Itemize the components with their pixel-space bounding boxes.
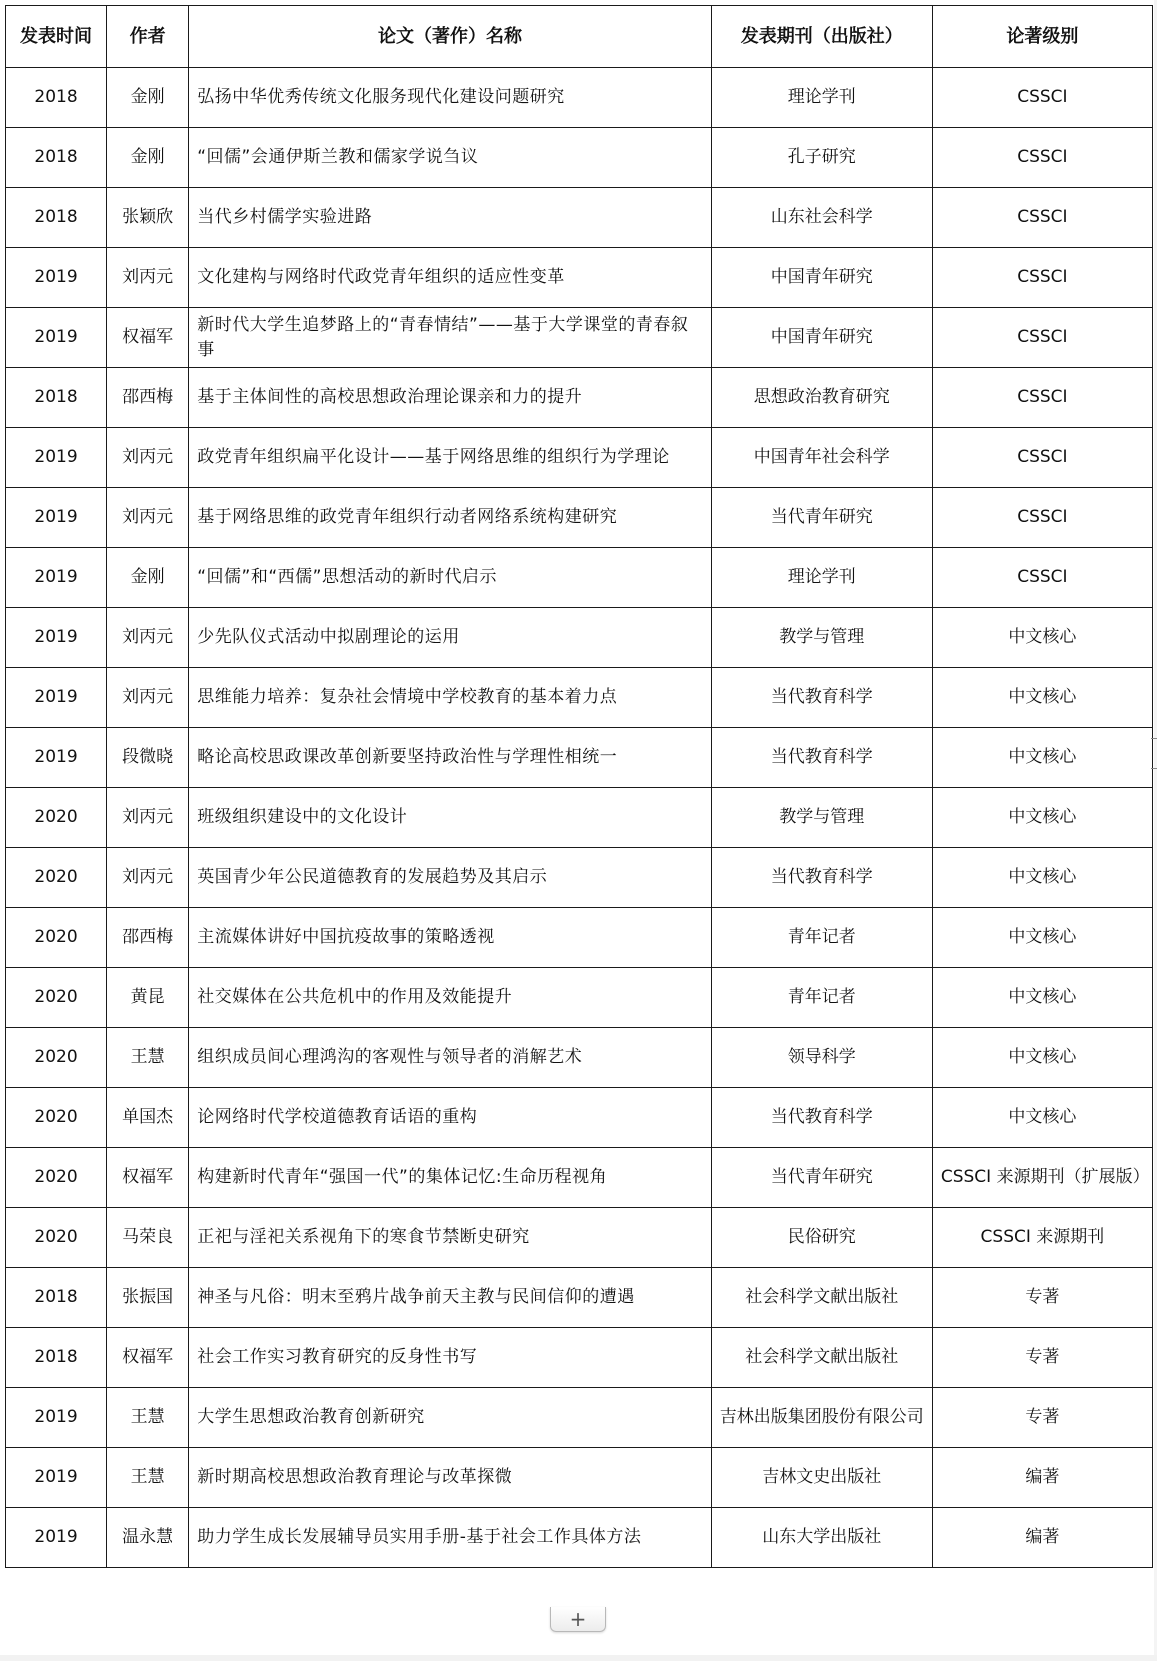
- table-row: [6, 1208, 1153, 1268]
- edge-marker: [1151, 738, 1157, 739]
- cell-title: 思维能力培养：复杂社会情境中学校教育的基本着力点: [189, 668, 711, 728]
- cell-author: 刘丙元: [107, 848, 189, 908]
- cell-level: 编著: [932, 1448, 1152, 1508]
- cell-journal: 吉林出版集团股份有限公司: [711, 1388, 932, 1448]
- cell-title: 文化建构与网络时代政党青年组织的适应性变革: [189, 248, 711, 308]
- cell-level: 编著: [932, 1508, 1152, 1568]
- cell-journal: 中国青年研究: [711, 308, 932, 368]
- table-row: [6, 428, 1153, 488]
- cell-year: 2019: [6, 548, 107, 608]
- table-row: [6, 728, 1153, 788]
- cell-journal: 教学与管理: [711, 788, 932, 848]
- cell-level: 中文核心: [932, 788, 1152, 848]
- cell-author: 马荣良: [107, 1208, 189, 1268]
- cell-author: 张颖欣: [107, 188, 189, 248]
- cell-journal: 中国青年社会科学: [711, 428, 932, 488]
- cell-journal: 当代教育科学: [711, 1088, 932, 1148]
- cell-journal: 民俗研究: [711, 1208, 932, 1268]
- table-row: [6, 1148, 1153, 1208]
- cell-journal: 思想政治教育研究: [711, 368, 932, 428]
- cell-level: CSSCI: [932, 188, 1152, 248]
- cell-level: CSSCI: [932, 248, 1152, 308]
- table-row: [6, 668, 1153, 728]
- cell-title: 英国青少年公民道德教育的发展趋势及其启示: [189, 848, 711, 908]
- table-row: [6, 128, 1153, 188]
- cell-level: CSSCI 来源期刊: [932, 1208, 1152, 1268]
- edge-marker: [1151, 768, 1157, 769]
- cell-title: 主流媒体讲好中国抗疫故事的策略透视: [189, 908, 711, 968]
- cell-level: 中文核心: [932, 848, 1152, 908]
- cell-author: 黄昆: [107, 968, 189, 1028]
- cell-level: CSSCI: [932, 128, 1152, 188]
- cell-year: 2020: [6, 1088, 107, 1148]
- cell-year: 2018: [6, 188, 107, 248]
- cell-journal: 中国青年研究: [711, 248, 932, 308]
- cell-journal: 理论学刊: [711, 548, 932, 608]
- header-author: 作者: [107, 6, 189, 68]
- cell-level: 中文核心: [932, 608, 1152, 668]
- header-journal: 发表期刊（出版社）: [711, 6, 932, 68]
- cell-level: CSSCI: [932, 308, 1152, 368]
- cell-author: 刘丙元: [107, 248, 189, 308]
- table-row: [6, 848, 1153, 908]
- cell-journal: 山东社会科学: [711, 188, 932, 248]
- table-row: [6, 1028, 1153, 1088]
- cell-title: “回儒”会通伊斯兰教和儒家学说刍议: [189, 128, 711, 188]
- table-row: [6, 248, 1153, 308]
- header-title: 论文（著作）名称: [189, 6, 711, 68]
- cell-year: 2020: [6, 968, 107, 1028]
- header-year: 发表时间: [6, 6, 107, 68]
- cell-journal: 山东大学出版社: [711, 1508, 932, 1568]
- cell-year: 2019: [6, 1388, 107, 1448]
- cell-journal: 当代教育科学: [711, 728, 932, 788]
- cell-author: 权福军: [107, 308, 189, 368]
- header-level: 论著级别: [932, 6, 1152, 68]
- cell-title: 略论高校思政课改革创新要坚持政治性与学理性相统一: [189, 728, 711, 788]
- cell-year: 2020: [6, 908, 107, 968]
- table-row: [6, 1448, 1153, 1508]
- cell-author: 张振国: [107, 1268, 189, 1328]
- cell-journal: 社会科学文献出版社: [711, 1328, 932, 1388]
- cell-title: 构建新时代青年“强国一代”的集体记忆:生命历程视角: [189, 1148, 711, 1208]
- cell-author: 邵西梅: [107, 368, 189, 428]
- cell-year: 2018: [6, 368, 107, 428]
- cell-author: 金刚: [107, 548, 189, 608]
- cell-journal: 当代青年研究: [711, 488, 932, 548]
- bottom-bar: [0, 1655, 1157, 1661]
- cell-year: 2019: [6, 248, 107, 308]
- table-row: [6, 1268, 1153, 1328]
- cell-author: 单国杰: [107, 1088, 189, 1148]
- cell-author: 王慧: [107, 1388, 189, 1448]
- table-row: [6, 188, 1153, 248]
- cell-level: 中文核心: [932, 1028, 1152, 1088]
- cell-level: 专著: [932, 1328, 1152, 1388]
- cell-level: 专著: [932, 1268, 1152, 1328]
- cell-level: CSSCI: [932, 488, 1152, 548]
- cell-level: CSSCI: [932, 428, 1152, 488]
- cell-author: 王慧: [107, 1028, 189, 1088]
- cell-title: 基于主体间性的高校思想政治理论课亲和力的提升: [189, 368, 711, 428]
- cell-level: CSSCI: [932, 548, 1152, 608]
- cell-year: 2019: [6, 608, 107, 668]
- cell-title: 班级组织建设中的文化设计: [189, 788, 711, 848]
- plus-icon: +: [569, 1607, 587, 1631]
- cell-year: 2019: [6, 308, 107, 368]
- table-row: [6, 68, 1153, 128]
- cell-level: 专著: [932, 1388, 1152, 1448]
- cell-title: 当代乡村儒学实验进路: [189, 188, 711, 248]
- cell-year: 2019: [6, 728, 107, 788]
- cell-journal: 领导科学: [711, 1028, 932, 1088]
- cell-journal: 吉林文史出版社: [711, 1448, 932, 1508]
- cell-journal: 当代教育科学: [711, 668, 932, 728]
- cell-author: 金刚: [107, 68, 189, 128]
- cell-journal: 社会科学文献出版社: [711, 1268, 932, 1328]
- cell-year: 2020: [6, 788, 107, 848]
- cell-title: “回儒”和“西儒”思想活动的新时代启示: [189, 548, 711, 608]
- cell-level: CSSCI: [932, 368, 1152, 428]
- cell-journal: 教学与管理: [711, 608, 932, 668]
- cell-journal: 当代青年研究: [711, 1148, 932, 1208]
- cell-level: 中文核心: [932, 908, 1152, 968]
- cell-year: 2019: [6, 488, 107, 548]
- cell-year: 2019: [6, 668, 107, 728]
- cell-title: 助力学生成长发展辅导员实用手册-基于社会工作具体方法: [189, 1508, 711, 1568]
- cell-year: 2020: [6, 1208, 107, 1268]
- publication-table: [5, 5, 1153, 1568]
- cell-author: 刘丙元: [107, 608, 189, 668]
- cell-author: 邵西梅: [107, 908, 189, 968]
- table-row: [6, 368, 1153, 428]
- cell-year: 2020: [6, 848, 107, 908]
- cell-author: 权福军: [107, 1328, 189, 1388]
- cell-title: 少先队仪式活动中拟剧理论的运用: [189, 608, 711, 668]
- cell-year: 2019: [6, 1448, 107, 1508]
- cell-title: 大学生思想政治教育创新研究: [189, 1388, 711, 1448]
- table-row: [6, 1508, 1153, 1568]
- cell-title: 组织成员间心理鸿沟的客观性与领导者的消解艺术: [189, 1028, 711, 1088]
- table-row: [6, 608, 1153, 668]
- cell-year: 2020: [6, 1028, 107, 1088]
- cell-title: 基于网络思维的政党青年组织行动者网络系统构建研究: [189, 488, 711, 548]
- cell-title: 政党青年组织扁平化设计——基于网络思维的组织行为学理论: [189, 428, 711, 488]
- cell-author: 温永慧: [107, 1508, 189, 1568]
- cell-level: CSSCI 来源期刊（扩展版）: [932, 1148, 1152, 1208]
- cell-level: 中文核心: [932, 968, 1152, 1028]
- cell-level: 中文核心: [932, 728, 1152, 788]
- cell-title: 社会工作实习教育研究的反身性书写: [189, 1328, 711, 1388]
- cell-journal: 当代教育科学: [711, 848, 932, 908]
- cell-title: 论网络时代学校道德教育话语的重构: [189, 1088, 711, 1148]
- table-row: [6, 308, 1153, 368]
- cell-journal: 孔子研究: [711, 128, 932, 188]
- cell-title: 新时代大学生追梦路上的“青春情结”——基于大学课堂的青春叙事: [189, 308, 711, 368]
- table-row: [6, 1388, 1153, 1448]
- cell-level: 中文核心: [932, 668, 1152, 728]
- cell-title: 正祀与淫祀关系视角下的寒食节禁断史研究: [189, 1208, 711, 1268]
- table-row: [6, 1328, 1153, 1388]
- cell-year: 2019: [6, 1508, 107, 1568]
- table-row: [6, 488, 1153, 548]
- cell-level: CSSCI: [932, 68, 1152, 128]
- cell-author: 金刚: [107, 128, 189, 188]
- cell-level: 中文核心: [932, 1088, 1152, 1148]
- cell-author: 刘丙元: [107, 788, 189, 848]
- add-row-button[interactable]: [550, 1607, 606, 1632]
- cell-title: 弘扬中华优秀传统文化服务现代化建设问题研究: [189, 68, 711, 128]
- table-row: [6, 1088, 1153, 1148]
- cell-journal: 青年记者: [711, 968, 932, 1028]
- table-header-row: [6, 6, 1153, 68]
- cell-title: 新时期高校思想政治教育理论与改革探微: [189, 1448, 711, 1508]
- cell-year: 2019: [6, 428, 107, 488]
- table-row: [6, 908, 1153, 968]
- cell-year: 2020: [6, 1148, 107, 1208]
- publication-table-container: [5, 5, 1153, 1568]
- cell-year: 2018: [6, 128, 107, 188]
- cell-journal: 理论学刊: [711, 68, 932, 128]
- cell-year: 2018: [6, 1268, 107, 1328]
- cell-author: 刘丙元: [107, 668, 189, 728]
- table-row: [6, 548, 1153, 608]
- table-row: [6, 968, 1153, 1028]
- table-row: [6, 788, 1153, 848]
- cell-author: 段微晓: [107, 728, 189, 788]
- cell-year: 2018: [6, 1328, 107, 1388]
- cell-author: 权福军: [107, 1148, 189, 1208]
- cell-year: 2018: [6, 68, 107, 128]
- cell-author: 刘丙元: [107, 428, 189, 488]
- table-body: [6, 68, 1153, 1568]
- cell-journal: 青年记者: [711, 908, 932, 968]
- cell-title: 社交媒体在公共危机中的作用及效能提升: [189, 968, 711, 1028]
- cell-title: 神圣与凡俗：明末至鸦片战争前天主教与民间信仰的遭遇: [189, 1268, 711, 1328]
- cell-author: 王慧: [107, 1448, 189, 1508]
- cell-author: 刘丙元: [107, 488, 189, 548]
